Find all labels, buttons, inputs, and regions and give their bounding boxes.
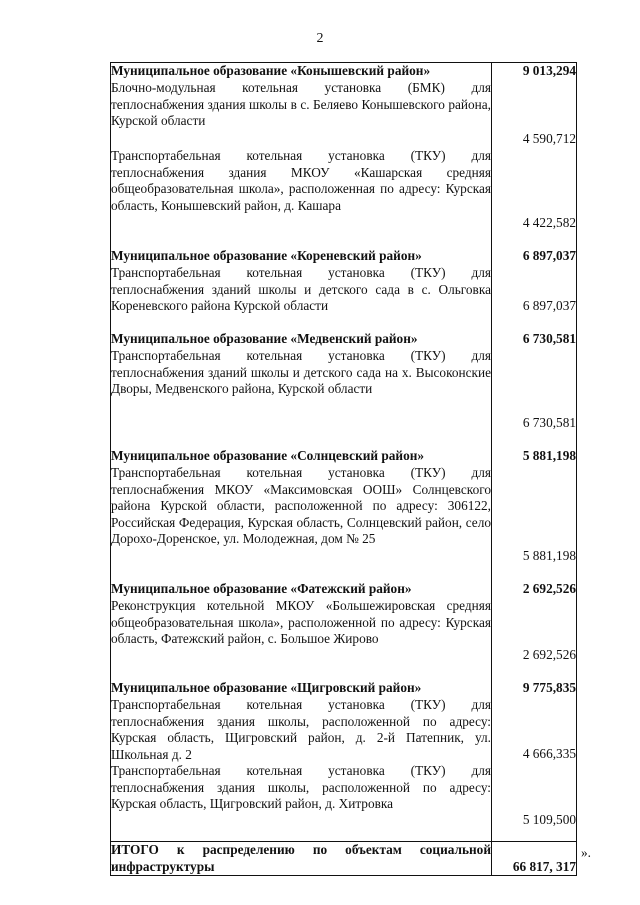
section-spacer	[492, 565, 576, 581]
section-spacer	[492, 432, 576, 448]
municipality-heading: Муниципальное образование «Фатежский район»	[111, 581, 412, 596]
municipality-heading: Муниципальное образование «Конышевский район»	[111, 63, 431, 78]
project-amount	[492, 265, 576, 315]
project-amount-value: 2 692,526	[522, 647, 576, 663]
total-label: ИТОГО к распределению по объектам социальной инфраструктуры	[111, 842, 492, 876]
section-spacer	[492, 664, 576, 680]
section-spacer	[111, 315, 491, 331]
municipality-total: 2 692,526	[522, 581, 576, 596]
project-description: Транспортабельная котельная установка (ТКУ) для теплоснабжения МКОУ «Максимовская ООШ» Солнцевского района Курской области, расположенной по адресу: 306122, Российская Федерация, Курская область, Солнцевский район, село Дорохо-Доренское, ул. Молодежная, дом № 25	[111, 465, 491, 547]
project-amount	[492, 465, 576, 565]
project-description: Реконструкция котельной МКОУ «Большежировская средняя общеобразовательная школа», расположенной по адресу: Курская область, Фатежский район, с. Большое Жирово	[111, 598, 491, 647]
table-row	[111, 63, 577, 842]
municipality-heading: Муниципальное образование «Солнцевский район»	[111, 448, 425, 463]
section-spacer	[492, 315, 576, 331]
project-amount-value: 4 666,335	[522, 746, 576, 762]
project-description: Транспортабельная котельная установка (ТКУ) для теплоснабжения зданий школы и детского сада в с. Ольговка Кореневского района Курской области	[111, 265, 491, 314]
closing-quote: ».	[581, 845, 591, 860]
project-description: Транспортабельная котельная установка (ТКУ) для теплоснабжения здания школы, расположенной по адресу: Курская область, Щигровский район, д. 2-й Патепник, ул. Школьная д. 2	[111, 697, 491, 762]
municipality-total: 5 881,198	[522, 448, 576, 463]
project-amount-value: 4 590,712	[522, 131, 576, 147]
municipality-total: 9 775,835	[522, 680, 576, 695]
project-amount-value: 5 109,500	[522, 812, 576, 828]
municipality-total: 6 897,037	[522, 248, 576, 263]
municipality-total: 6 730,581	[522, 331, 576, 346]
project-amount	[492, 348, 576, 432]
project-amount	[492, 148, 576, 232]
page-number: 2	[316, 31, 324, 46]
section-spacer	[111, 565, 491, 581]
project-amount	[492, 697, 576, 763]
municipality-heading: Муниципальное образование «Щигровский район»	[111, 680, 422, 695]
total-amount: 66 817, 317	[492, 842, 577, 876]
project-amount	[492, 598, 576, 664]
project-description: Транспортабельная котельная установка (ТКУ) для теплоснабжения зданий школы и детского сада на х. Высоконские Дворы, Медвенского района, Курской области	[111, 348, 491, 397]
municipality-heading: Муниципальное образование «Медвенский район»	[111, 331, 418, 346]
project-amount	[492, 763, 576, 829]
allocation-table	[110, 62, 577, 876]
amount-cell	[492, 63, 577, 842]
project-amount-value: 5 881,198	[522, 548, 576, 564]
project-description: Транспортабельная котельная установка (ТКУ) для теплоснабжения здания школы, расположенной по адресу: Курская область, Щигровский район, д. Хитровка	[111, 763, 491, 812]
municipality-heading: Муниципальное образование «Кореневский район»	[111, 248, 422, 263]
total-row	[111, 842, 577, 876]
section-spacer	[111, 432, 491, 448]
municipality-total: 9 013,294	[522, 63, 576, 78]
project-amount-value: 6 897,037	[522, 298, 576, 314]
section-spacer	[492, 829, 576, 841]
project-description: Транспортабельная котельная установка (ТКУ) для теплоснабжения здания МКОУ «Кашарская средняя общеобразовательная школа», расположенная по адресу: Курская область, Конышевский район, д. Кашара	[111, 148, 491, 213]
project-amount-value: 4 422,582	[522, 215, 576, 231]
project-amount	[492, 80, 576, 148]
section-spacer	[111, 829, 491, 841]
section-spacer	[492, 232, 576, 248]
section-spacer	[111, 232, 491, 248]
section-spacer	[111, 664, 491, 680]
description-cell	[111, 63, 492, 842]
project-description: Блочно-модульная котельная установка (БМК) для теплоснабжения здания школы в с. Беляево Конышевского района, Курской области	[111, 80, 491, 129]
project-amount-value: 6 730,581	[522, 415, 576, 431]
